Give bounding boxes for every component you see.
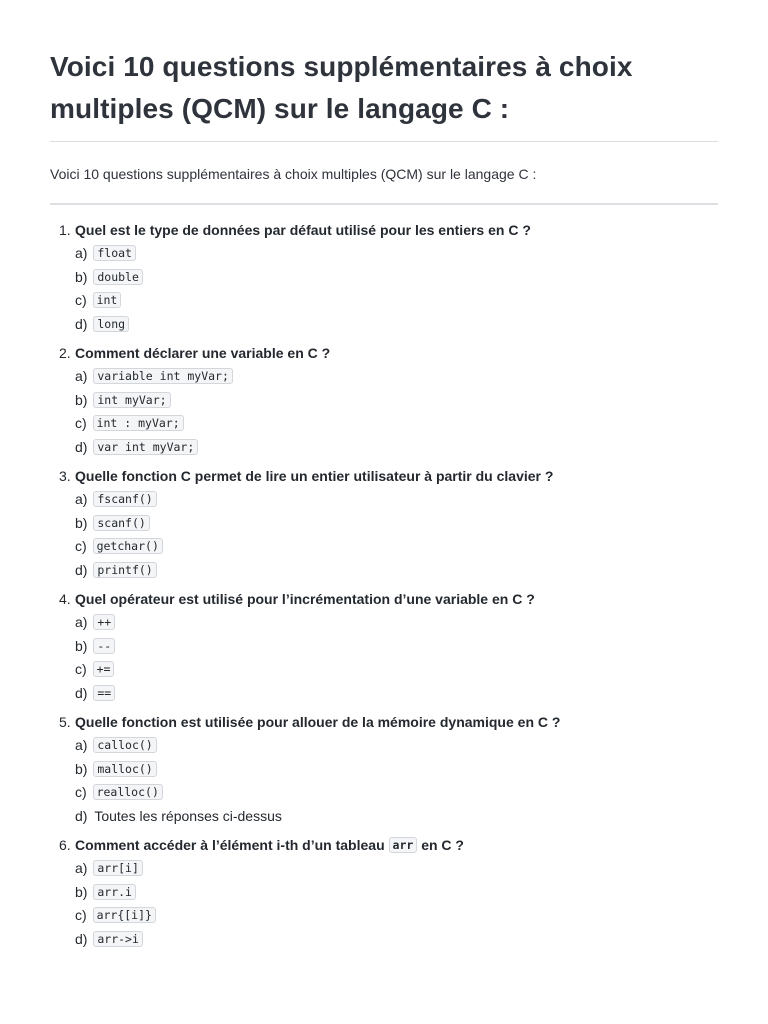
- question-item: [59, 712, 718, 829]
- answer-option: [75, 290, 718, 314]
- intro-paragraph: Voici 10 questions supplémentaires à choix multiples (QCM) sur le langage C :: [50, 166, 537, 182]
- option-letter: b): [75, 883, 88, 900]
- option-letter: c): [75, 415, 87, 431]
- question-text: Quel opérateur est utilisé pour l’incrémentation d’une variable en C ?: [75, 591, 535, 607]
- page-title: Voici 10 questions supplémentaires à choix multiples (QCM) sur le langage C :: [50, 51, 633, 124]
- answer-option: [75, 437, 718, 461]
- answer-option: [75, 782, 718, 806]
- answer-options: [75, 366, 718, 460]
- option-code: getchar(): [93, 538, 163, 554]
- option-text: Toutes les réponses ci-dessus: [94, 807, 282, 824]
- option-code: int: [93, 292, 122, 308]
- option-letter: b): [75, 760, 88, 777]
- option-code: float: [93, 245, 136, 261]
- section-divider: [50, 203, 718, 205]
- option-letter: a): [75, 245, 88, 261]
- answer-option: [75, 905, 718, 929]
- question-text: Quel est le type de données par défaut utilisé pour les entiers en C ?: [75, 222, 531, 238]
- option-letter: c): [75, 292, 87, 308]
- option-letter: a): [75, 491, 88, 507]
- answer-option: [75, 243, 718, 267]
- question-text: Quelle fonction C permet de lire un entier utilisateur à partir du clavier ?: [75, 468, 554, 484]
- answer-option: [75, 560, 718, 584]
- answer-options: [75, 243, 718, 337]
- option-code: variable int myVar;: [93, 368, 233, 384]
- question-text: [75, 835, 718, 855]
- option-letter: d): [75, 438, 88, 455]
- option-code: int myVar;: [93, 392, 170, 408]
- answer-option: [75, 612, 718, 636]
- answer-option: [75, 735, 718, 759]
- option-code: ++: [93, 614, 115, 630]
- question-item: [59, 343, 718, 460]
- option-letter: d): [75, 561, 88, 578]
- question-item: [59, 220, 718, 337]
- option-letter: d): [75, 807, 88, 824]
- option-code: arr{[i]}: [93, 907, 156, 923]
- option-code: calloc(): [93, 737, 156, 753]
- option-code: double: [93, 269, 143, 285]
- question-item: [59, 589, 718, 706]
- answer-options: [75, 858, 718, 952]
- option-code: ==: [93, 685, 115, 701]
- option-code: fscanf(): [93, 491, 156, 507]
- question-number: 1.: [59, 222, 71, 238]
- answer-option: [75, 929, 718, 953]
- question-item: [59, 466, 718, 583]
- question-item: [59, 835, 718, 952]
- answer-option: [75, 267, 718, 291]
- option-code: malloc(): [93, 761, 156, 777]
- question-number: 4.: [59, 591, 71, 607]
- option-letter: c): [75, 907, 87, 923]
- answer-option: [75, 759, 718, 783]
- answer-options: [75, 735, 718, 829]
- answer-options: [75, 489, 718, 583]
- option-letter: c): [75, 784, 87, 800]
- option-letter: c): [75, 661, 87, 677]
- question-text-part: Comment accéder à l’élément i-th d’un tableau: [75, 837, 385, 853]
- answer-option: [75, 659, 718, 683]
- option-letter: d): [75, 684, 88, 701]
- answer-option: [75, 806, 718, 830]
- answer-option: [75, 636, 718, 660]
- answer-option: [75, 489, 718, 513]
- question-number: 3.: [59, 468, 71, 484]
- answer-option: [75, 513, 718, 537]
- option-letter: b): [75, 268, 88, 285]
- question-number: 6.: [59, 837, 71, 853]
- option-letter: c): [75, 538, 87, 554]
- option-code: var int myVar;: [93, 439, 198, 455]
- question-text: Comment déclarer une variable en C ?: [75, 345, 331, 361]
- option-letter: d): [75, 930, 88, 947]
- answer-option: [75, 882, 718, 906]
- option-letter: b): [75, 391, 88, 408]
- option-code: scanf(): [93, 515, 149, 531]
- option-code: arr[i]: [93, 860, 143, 876]
- option-code: arr.i: [93, 884, 136, 900]
- answer-option: [75, 390, 718, 414]
- option-code: int : myVar;: [93, 415, 184, 431]
- option-letter: a): [75, 614, 88, 630]
- option-letter: b): [75, 637, 88, 654]
- answer-option: [75, 413, 718, 437]
- option-code: long: [93, 316, 129, 332]
- answer-option: [75, 314, 718, 338]
- option-letter: b): [75, 514, 88, 531]
- title-divider: [50, 141, 718, 142]
- question-text-part: en C ?: [421, 837, 464, 853]
- option-letter: d): [75, 315, 88, 332]
- option-code: arr->i: [93, 931, 143, 947]
- question-text: Quelle fonction est utilisée pour allouer de la mémoire dynamique en C ?: [75, 714, 561, 730]
- option-letter: a): [75, 860, 88, 876]
- option-code: printf(): [93, 562, 156, 578]
- answer-option: [75, 366, 718, 390]
- question-number: 5.: [59, 714, 71, 730]
- question-number: 2.: [59, 345, 71, 361]
- answer-options: [75, 612, 718, 706]
- question-list: [50, 220, 718, 952]
- option-code: realloc(): [93, 784, 163, 800]
- answer-option: [75, 683, 718, 707]
- answer-option: [75, 858, 718, 882]
- answer-option: [75, 536, 718, 560]
- option-code: --: [93, 638, 115, 654]
- option-letter: a): [75, 737, 88, 753]
- option-code: +=: [93, 661, 115, 677]
- option-letter: a): [75, 368, 88, 384]
- inline-code: arr: [389, 837, 418, 853]
